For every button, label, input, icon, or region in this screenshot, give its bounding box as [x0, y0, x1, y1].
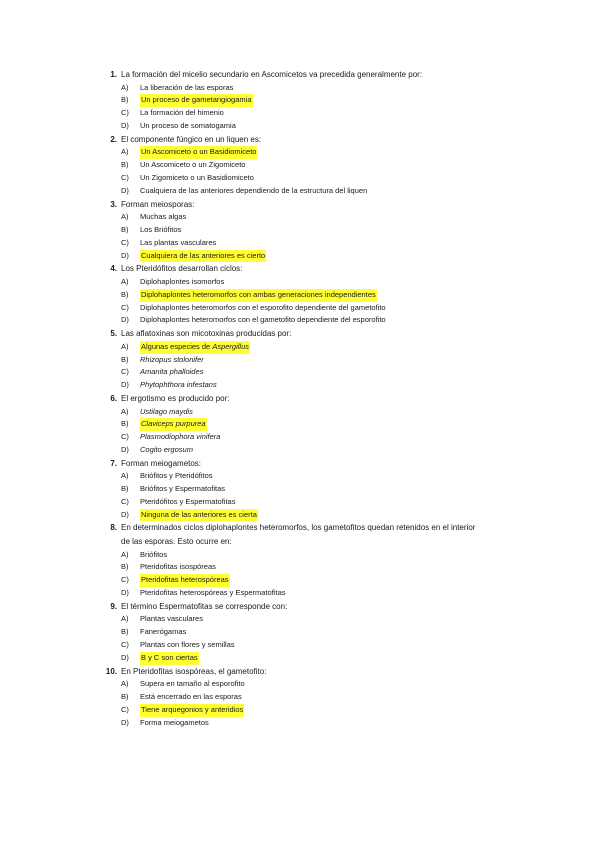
question-number: 8.	[110, 523, 117, 533]
option-letter: D)	[121, 652, 129, 662]
option-text: Los Briófitos	[140, 224, 182, 234]
question-9	[0, 600, 599, 614]
option-text: Diplohaplontes heteromorfos con el gametofito dependiente del esporofito	[140, 315, 386, 325]
option-letter: D)	[121, 250, 129, 260]
option-text: Pteridofitas isospóreas	[140, 562, 216, 572]
option-text-correct-highlighted: Cualquiera de las anteriores es cierto	[140, 250, 266, 263]
question-6	[0, 392, 599, 406]
question-number: 4.	[110, 264, 117, 274]
question-7	[0, 457, 599, 471]
option-text: Un Ascomiceto o un Zigomiceto	[140, 160, 246, 170]
option-row	[0, 366, 599, 379]
option-row	[0, 379, 599, 392]
option-text: Plantas con flores y semillas	[140, 640, 235, 650]
option-letter: A)	[121, 549, 129, 559]
option-text	[140, 379, 217, 392]
option-row	[0, 444, 599, 457]
option-letter: C)	[121, 367, 129, 377]
option-row	[0, 691, 599, 704]
option-text-correct-highlighted: B y C son ciertas	[140, 652, 199, 665]
option-row	[0, 470, 599, 483]
option-text: Plantas vasculares	[140, 614, 203, 624]
question-2	[0, 133, 599, 147]
option-letter: B)	[121, 354, 129, 364]
option-letter: B)	[121, 692, 129, 702]
option-row	[0, 613, 599, 626]
option-text: Diplohaplontes heteromorfos con el esporofito dependiente del gametofito	[140, 302, 386, 312]
question-text: Forman meiosporas:	[121, 199, 195, 209]
option-text	[140, 431, 220, 444]
option-letter: B)	[121, 289, 129, 299]
question-text: de las esporas. Esto ocurre en:	[121, 537, 232, 547]
option-row	[0, 483, 599, 496]
option-text-correct-highlighted: Diplohaplontes heteromorfos con ambas generaciones independientes	[140, 289, 377, 302]
option-row	[0, 639, 599, 652]
option-row	[0, 276, 599, 289]
option-text: Supera en tamaño al esporofito	[140, 679, 245, 689]
option-row	[0, 704, 599, 717]
question-8-continuation	[0, 535, 599, 549]
option-letter: C)	[121, 237, 129, 247]
option-letter: D)	[121, 185, 129, 195]
option-row	[0, 561, 599, 574]
option-row	[0, 224, 599, 237]
option-row	[0, 341, 599, 354]
option-letter: A)	[121, 82, 129, 92]
option-text	[140, 444, 193, 457]
question-text: El componente fúngico en un liquen es:	[121, 134, 262, 144]
species-name: Amanita phalloides	[140, 367, 204, 377]
option-letter: C)	[121, 432, 129, 442]
option-row	[0, 509, 599, 522]
option-text: Forma meiogametos	[140, 717, 209, 727]
option-text-correct-highlighted: Tiene arquegonios y anteridios	[140, 704, 244, 717]
question-number: 2.	[110, 134, 117, 144]
option-text-correct-highlighted: Ninguna de las anteriores es cierta	[140, 509, 258, 522]
option-text-correct-highlighted: Un proceso de gametangiogamia	[140, 94, 253, 107]
question-number: 3.	[110, 199, 117, 209]
option-letter: D)	[121, 120, 129, 130]
option-text: Un Zigomiceto o un Basidiomiceto	[140, 172, 254, 182]
question-8	[0, 521, 599, 535]
option-letter: A)	[121, 614, 129, 624]
option-text	[140, 354, 204, 367]
option-letter: C)	[121, 496, 129, 506]
species-name: Rhizopus stolonifer	[140, 354, 204, 364]
option-letter: B)	[121, 627, 129, 637]
option-letter: D)	[121, 509, 129, 519]
option-letter: B)	[121, 562, 129, 572]
option-letter: C)	[121, 108, 129, 118]
option-text: Cualquiera de las anteriores dependiendo de la estructura del liquen	[140, 185, 368, 195]
question-1	[0, 68, 599, 82]
option-text-correct-highlighted: Pteridofitas heterospóreas	[140, 574, 230, 587]
option-text: Diplohaplontes isomorfos	[140, 276, 225, 286]
option-letter: A)	[121, 212, 129, 222]
option-letter: D)	[121, 588, 129, 598]
option-row	[0, 82, 599, 95]
option-row	[0, 574, 599, 587]
option-row	[0, 237, 599, 250]
option-row	[0, 146, 599, 159]
option-letter: A)	[121, 679, 129, 689]
option-row	[0, 172, 599, 185]
option-letter: B)	[121, 484, 129, 494]
question-text: El término Espermatofitas se corresponde con:	[121, 601, 288, 611]
option-letter: C)	[121, 172, 129, 182]
option-letter: C)	[121, 302, 129, 312]
option-text-correct-highlighted: Algunas especies de Aspergillus	[140, 341, 250, 354]
option-row	[0, 250, 599, 263]
option-text: La liberación de las esporas	[140, 82, 234, 92]
species-name: Ustilago maydis	[140, 406, 193, 416]
option-letter: B)	[121, 95, 129, 105]
option-text: Está encerrado en las esporas	[140, 692, 242, 702]
option-letter: C)	[121, 640, 129, 650]
option-letter: D)	[121, 315, 129, 325]
option-text	[140, 366, 203, 379]
species-name: Aspergillus	[212, 341, 249, 351]
question-number: 6.	[110, 393, 117, 403]
species-name: Plasmodiophora vinifera	[140, 432, 221, 442]
option-text-correct-highlighted	[140, 418, 207, 431]
species-name: Claviceps purpurea	[141, 419, 206, 429]
option-letter: D)	[121, 717, 129, 727]
species-name: Phytophthora infestans	[140, 380, 217, 390]
option-letter: C)	[121, 575, 129, 585]
option-text: Muchas algas	[140, 212, 187, 222]
option-letter: D)	[121, 380, 129, 390]
option-row	[0, 289, 599, 302]
option-row	[0, 302, 599, 315]
question-text: En determinados ciclos diplohaplontes heteromorfos, los gametofitos quedan retenidos en el interior	[121, 523, 476, 533]
option-letter: B)	[121, 224, 129, 234]
option-text: Briófitos y Pteridófitos	[140, 471, 213, 481]
question-number: 5.	[110, 329, 117, 339]
option-text	[140, 406, 193, 419]
question-text: Las aflatoxinas son micotoxinas producidas por:	[121, 329, 292, 339]
option-row	[0, 159, 599, 172]
option-text: Briófitos	[140, 549, 168, 559]
option-row	[0, 314, 599, 327]
option-letter: A)	[121, 471, 129, 481]
option-row	[0, 185, 599, 198]
option-letter: C)	[121, 704, 129, 714]
option-text: Fanerógamas	[140, 627, 187, 637]
question-text: En Pteridofitas isospóreas, el gametofito:	[121, 666, 267, 676]
option-row	[0, 354, 599, 367]
option-row	[0, 717, 599, 730]
option-letter: D)	[121, 444, 129, 454]
question-text: La formación del micelio secundario en Ascomicetos va precedida generalmente por:	[121, 70, 423, 79]
option-text: Un proceso de somatogamia	[140, 120, 236, 130]
question-text: El ergotismo es producido por:	[121, 393, 230, 403]
option-row	[0, 107, 599, 120]
question-10	[0, 665, 599, 679]
option-row	[0, 120, 599, 133]
question-text: Forman meiogametos:	[121, 458, 202, 468]
species-name: Cogito ergosum	[140, 444, 193, 454]
option-letter: A)	[121, 147, 129, 157]
option-row	[0, 678, 599, 691]
option-row	[0, 418, 599, 431]
question-number: 10.	[105, 666, 117, 676]
option-row	[0, 549, 599, 562]
option-row	[0, 431, 599, 444]
option-text: Briófitos y Espermatofitas	[140, 484, 226, 494]
option-text: Las plantas vasculares	[140, 237, 217, 247]
question-5	[0, 327, 599, 341]
question-number: 9.	[110, 601, 117, 611]
quiz-document	[0, 68, 599, 729]
option-text: La formación del himenio	[140, 108, 224, 118]
question-text: Los Pteridófitos desarrollan ciclos:	[121, 264, 243, 274]
option-row	[0, 406, 599, 419]
option-row	[0, 652, 599, 665]
option-letter: A)	[121, 276, 129, 286]
question-number: 7.	[110, 458, 117, 468]
option-row	[0, 587, 599, 600]
question-4	[0, 262, 599, 276]
option-text: Pteridófitos y Espermatofitas	[140, 496, 236, 506]
option-row	[0, 94, 599, 107]
option-row	[0, 626, 599, 639]
question-number: 1.	[110, 70, 117, 79]
option-letter: B)	[121, 419, 129, 429]
question-3	[0, 198, 599, 212]
option-row	[0, 211, 599, 224]
option-text: Pteridofitas heterospóreas y Espermatofitas	[140, 588, 286, 598]
option-row	[0, 496, 599, 509]
option-text-correct-highlighted: Un Ascomiceto o un Basidiomiceto	[140, 146, 257, 159]
option-letter: A)	[121, 406, 129, 416]
option-letter: A)	[121, 341, 129, 351]
option-letter: B)	[121, 160, 129, 170]
